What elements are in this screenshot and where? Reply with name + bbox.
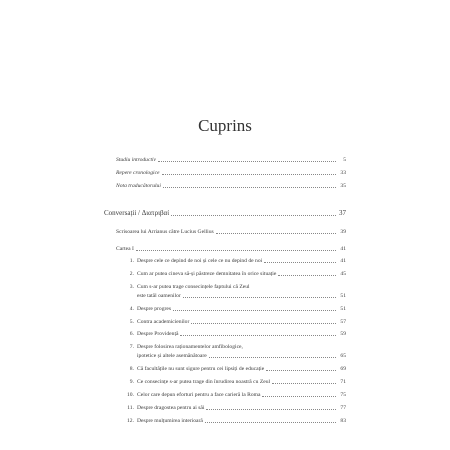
chapter-number: 11.	[127, 405, 134, 411]
toc-entry-title: Despre mulțumirea interioară	[137, 418, 203, 424]
toc-entry-title: Despre progres	[137, 306, 172, 312]
toc-entry-title: Că facultățile nu sunt sigure pentru cei lipsiți de educație	[137, 366, 265, 372]
toc-entry-page: 77	[340, 405, 346, 411]
toc-entry-page: 45	[340, 271, 346, 277]
toc-entry-title: Despre dragostea pentru ai săi	[137, 405, 205, 411]
toc-entry-page: 39	[340, 229, 346, 235]
toc-entry-title: Despre cele ce depind de noi și cele ce nu depind de noi	[137, 258, 263, 264]
toc-entry-book-1[interactable]	[116, 246, 346, 253]
chapter-number: 7.	[129, 344, 134, 350]
chapter-number: 5.	[129, 319, 134, 325]
toc-entry-page: 41	[340, 258, 346, 264]
toc-entry-chapter-10[interactable]	[137, 392, 346, 399]
leader-dots	[158, 160, 336, 162]
leader-dots	[272, 382, 336, 384]
toc-entry-title: Despre folosirea raționamentelor amfibologice,	[137, 344, 243, 350]
toc-entry-page: 41	[340, 246, 346, 252]
leader-dots	[191, 322, 336, 324]
toc-entry-title: Repere cronologice	[116, 170, 160, 176]
toc-entry-page: 57	[340, 319, 346, 325]
toc-entry-title-continued: este tatăl oamenilor	[137, 293, 181, 299]
chapter-number: 12.	[127, 418, 134, 424]
toc-entry-title: Scrisoarea lui Arrianus către Lucius Gellius	[116, 229, 214, 235]
leader-dots	[216, 232, 336, 234]
chapter-number: 10.	[127, 392, 134, 398]
leader-dots	[162, 173, 336, 175]
toc-entry-page: 5	[343, 157, 346, 163]
toc-entry-page: 37	[339, 209, 346, 217]
toc-entry-chapter-11[interactable]	[137, 405, 346, 412]
leader-dots	[205, 421, 336, 423]
toc-entry-chapter-3[interactable]	[137, 293, 346, 300]
toc-entry-page: 69	[340, 366, 346, 372]
toc-entry-page: 51	[340, 293, 346, 299]
toc-entry-title: Contra academicienilor	[137, 319, 190, 325]
leader-dots	[180, 334, 336, 336]
toc-entry-translator-note[interactable]	[116, 183, 346, 190]
toc-entry-chapter-12[interactable]	[137, 418, 346, 425]
toc-entry-title: Despre Providență	[137, 331, 179, 337]
toc-entry-chapter-4[interactable]	[137, 306, 346, 313]
toc-entry-page: 59	[340, 331, 346, 337]
toc-entry-chapter-1[interactable]	[137, 258, 346, 265]
leader-dots	[163, 186, 336, 188]
chapter-number: 3.	[129, 284, 134, 290]
leader-dots	[206, 408, 336, 410]
toc-entry-page: 51	[340, 306, 346, 312]
chapter-number: 2.	[129, 271, 134, 277]
leader-dots	[262, 395, 336, 397]
chapter-number: 8.	[129, 366, 134, 372]
toc-entry-chronology[interactable]	[116, 170, 346, 177]
toc-entry-chapter-5[interactable]	[137, 319, 346, 326]
chapter-number: 6.	[129, 331, 134, 337]
toc-entry-page: 75	[340, 392, 346, 398]
leader-dots	[136, 249, 336, 251]
leader-dots	[171, 214, 336, 216]
toc-entry-title: Cum ar putea cineva să-și păstreze demnitatea în orice situație	[137, 271, 277, 277]
toc-entry-page: 35	[340, 183, 346, 189]
toc-entry-conversations[interactable]	[104, 209, 346, 218]
toc-entry-title: Cartea I	[116, 246, 134, 252]
chapter-number: 1.	[129, 258, 134, 264]
chapter-number: 4.	[129, 306, 134, 312]
toc-entry-page: 33	[340, 170, 346, 176]
toc-entry-chapter-6[interactable]	[137, 331, 346, 338]
toc-entry-title: Conversații / Διατριβαί	[104, 209, 170, 217]
toc-entry-title-continued: ipotetice și altele asemănătoare	[137, 353, 207, 359]
toc-entry-title: Ce consecințe s-ar putea trage din înrudirea noastră cu Zeul	[137, 379, 271, 385]
page-title: Cuprins	[198, 116, 252, 135]
toc-entry-page: 83	[340, 418, 346, 424]
leader-dots	[209, 356, 336, 358]
toc-entry-page: 71	[340, 379, 346, 385]
toc-entry-title: Studiu introductiv	[116, 157, 157, 163]
toc-entry-chapter-9[interactable]	[137, 379, 346, 386]
toc-entry-introductory-study[interactable]	[116, 157, 346, 164]
leader-dots	[278, 274, 336, 276]
leader-dots	[183, 296, 336, 298]
chapter-number: 9.	[129, 379, 134, 385]
leader-dots	[173, 309, 336, 311]
toc-entry-letter[interactable]	[116, 229, 346, 236]
leader-dots	[264, 261, 336, 263]
toc-entry-chapter-8[interactable]	[137, 366, 346, 373]
toc-entry-title: Nota traducătorului	[116, 183, 161, 189]
toc-entry-chapter-2[interactable]	[137, 271, 346, 278]
toc-entry-page: 65	[340, 353, 346, 359]
toc-entry-title: Celor care depun eforturi pentru a face carieră la Roma	[137, 392, 261, 398]
leader-dots	[266, 369, 336, 371]
toc-entry-title: Cum s-ar putea trage consecințele faptului că Zeul	[137, 284, 250, 290]
toc-entry-chapter-7[interactable]	[137, 353, 346, 360]
